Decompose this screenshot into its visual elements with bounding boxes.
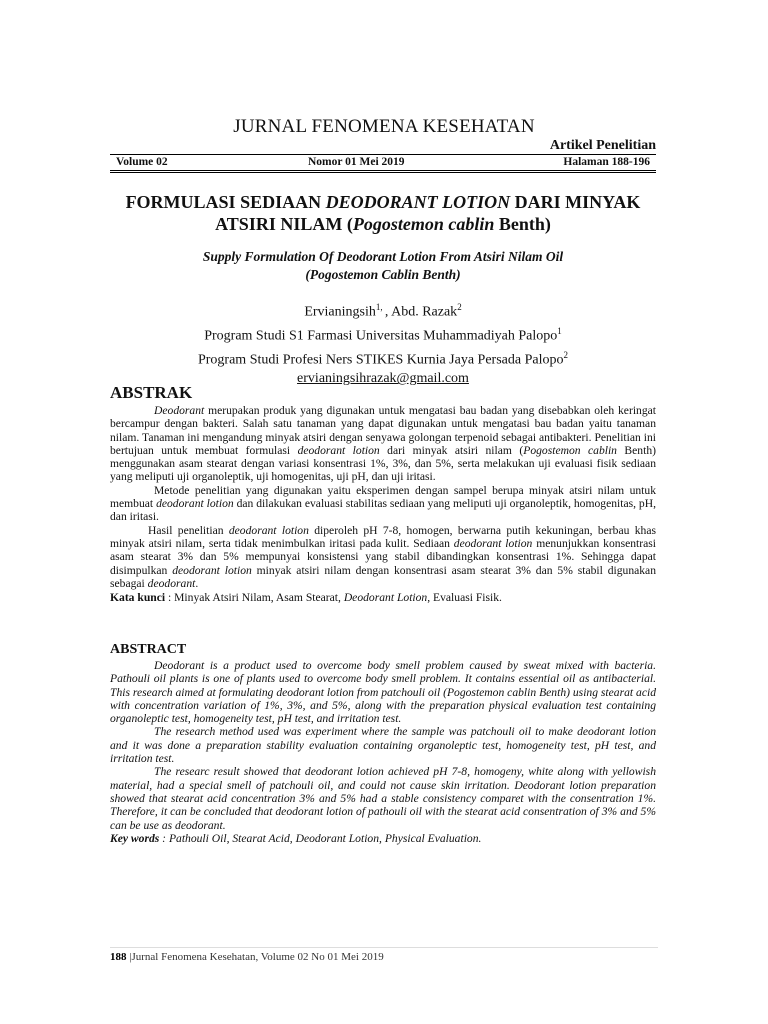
abstract-heading: ABSTRACT <box>110 642 187 657</box>
page-number: 188 <box>110 951 127 963</box>
abstract-paragraph-3: The researc result showed that deodorant lotion achieved pH 7-8, homogeny, white along with yellowish material, had a special smell of patchouli oil, and could not cause skin irritation. Deodorant lotion preparation showed that stearat acid concentration 3% and 5% had a stable consistency comparet with the consentration 1%. Therefore, it can be concluded that deodorant lotion of pathouli oil with the stearat acid consentration of 3% and 5% can be use as deodorant. <box>110 765 656 832</box>
authors-block <box>110 298 656 389</box>
article-title-line-2: ATSIRI NILAM (Pogostemon cablin Benth) <box>215 214 551 234</box>
article-title <box>110 191 656 235</box>
english-title: Supply Formulation Of Deodorant Lotion From Atsiri Nilam Oil (Pogostemon Cablin Benth) <box>202 249 564 282</box>
abstrak-keywords: Kata kunci : Minyak Atsiri Nilam, Asam Stearat, Deodorant Lotion, Evaluasi Fisik. <box>110 591 502 605</box>
abstract-body <box>110 659 656 845</box>
article-type: Artikel Penelitian <box>549 138 656 153</box>
issue-pages: Halaman 188-196 <box>563 156 650 168</box>
abstract-paragraph-1: Deodorant is a product used to overcome body smell problem caused by sweat mixed with bacteria. Pathouli oil plants is one of plants used to overcome body smell problem. It contains essential oil as antibacterial. This research aimed at formulating deodorant lotion from patchouli oil (Pogostemon cablin Benth) using stearat acid with concentration variation of 1%, 3%, and 5%, along with the preparation physical evaluation test containing organoleptic test, homogeneity test, pH test, and irritation test. <box>110 659 656 726</box>
page-footer <box>110 951 384 963</box>
abstrak-heading: ABSTRAK <box>110 383 193 402</box>
footer-citation: |Jurnal Fenomena Kesehatan, Volume 02 No 01 Mei 2019 <box>126 951 384 963</box>
article-title-line-1: FORMULASI SEDIAAN DEODORANT LOTION DARI MINYAK <box>125 192 641 212</box>
author-email-link[interactable]: ervianingsihrazak@gmail.com <box>297 371 469 387</box>
author-names: Ervianingsih$^{1,}$ , Abd. Razak$^2$ <box>304 302 462 320</box>
affiliation-1: Program Studi S1 Farmasi Universitas Muhammadiyah Palopo$^1$ <box>204 326 562 344</box>
abstrak-paragraph-1: Deodorant merupakan produk yang digunakan untuk mengatasi bau badan yang disebabkan oleh keringat bercampur dengan bakteri. Salah satu tanaman yang dapat digunakan untuk mengatasi bau badan yaitu tanaman nilam. Tanaman ini mengandung minyak atsiri dengan senyawa golongan terpenoid sebagai antibakteri. Penelitian ini bertujuan untuk membuat formulasi deodorant lotion dari minyak atsiri nilam (Pogostemon cablin Benth) menggunakan asam stearat dengan variasi konsentrasi 1%, 3%, dan 5%, serta melakukan uji evaluasi fisik sediaan yang meliputi uji organoleptik, uji homogenitas, uji pH, dan uji iritasi. <box>110 404 656 484</box>
abstrak-paragraph-2: Metode penelitian yang digunakan yaitu eksperimen dengan sampel berupa minyak atsiri nilam untuk membuat deodorant lotion dan dilakukan evaluasi stabilitas sediaan yang meliputi uji organoleptik, homogenitas, pH, dan iritasi. <box>110 483 656 524</box>
abstract-keywords: Key words : Pathouli Oil, Stearat Acid, Deodorant Lotion, Physical Evaluation. <box>110 831 482 845</box>
issue-info-bar <box>110 154 656 173</box>
issue-number: Nomor 01 Mei 2019 <box>308 156 405 168</box>
abstrak-body <box>110 404 656 604</box>
footer-divider <box>110 947 658 948</box>
affiliation-2: Program Studi Profesi Ners STIKES Kurnia Jaya Persada Palopo$^2$ <box>197 350 568 368</box>
issue-volume: Volume 02 <box>116 156 168 168</box>
abstrak-paragraph-3: Hasil penelitian deodorant lotion diperoleh pH 7-8, homogen, berwarna putih kekuningan, berbau khas minyak atsiri nilam, serta tidak menimbulkan iritasi pada kulit. Sediaan deodorant lotion menunjukkan konsentrasi asam stearat 3% dan 5% mempunyai konsistensi yang stabil dibandingkan konsentrasi 1%. Sehingga dapat disimpulkan deodorant lotion minyak atsiri nilam dengan konsentrasi asam stearat 3% dan 5% stabil digunakan sebagai deodorant. <box>110 523 656 590</box>
journal-title: JURNAL FENOMENA KESEHATAN <box>233 116 535 137</box>
abstract-paragraph-2: The research method used was experiment where the sample was patchouli oil to make deodorant lotion and it was done a preparation stability evaluation containing organoleptic test, homogeneity test, pH test, and irritation test. <box>110 725 656 766</box>
